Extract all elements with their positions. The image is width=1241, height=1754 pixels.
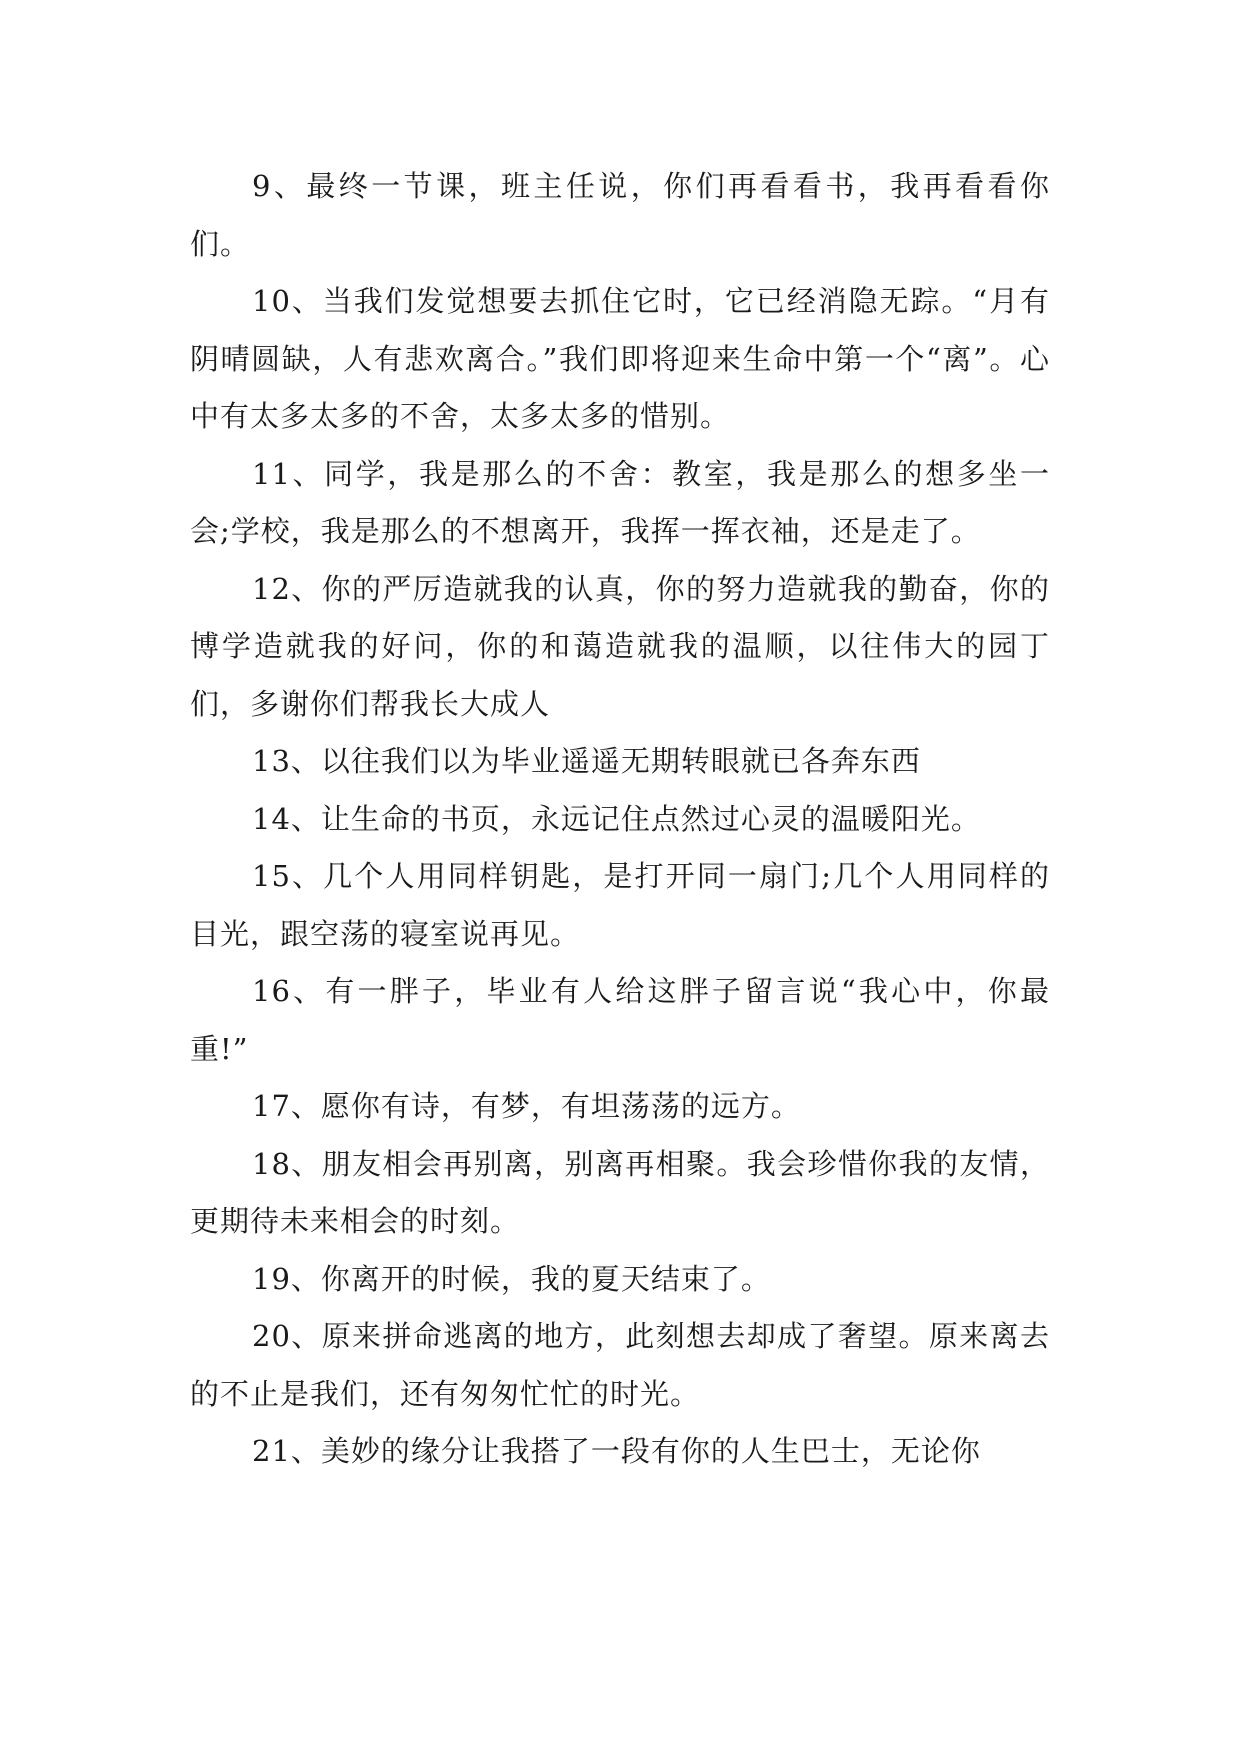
paragraph-13: 13、以往我们以为毕业遥遥无期转眼就已各奔东西 xyxy=(252,744,921,778)
paragraph-9: 9、最终一节课，班主任说，你们再看看书，我再看看你们。 xyxy=(190,169,1050,261)
paragraph-10: 10、当我们发觉想要去抓住它时，它已经消隐无踪。“月有阴晴圆缺，人有悲欢离合。”我们即将迎来生命中第一个“离”。心中有太多太多的不舍，太多太多的惜别。 xyxy=(190,284,1050,433)
paragraph-21: 21、美妙的缘分让我搭了一段有你的人生巴士，无论你 xyxy=(252,1434,981,1468)
paragraph-14: 14、让生命的书页，永远记住点然过心灵的温暖阳光。 xyxy=(252,801,981,836)
paragraph-12: 12、你的严厉造就我的认真，你的努力造就我的勤奋，你的博学造就我的好问，你的和蔼造就我的温顺，以往伟大的园丁们，多谢你们帮我长大成人 xyxy=(190,571,1050,721)
paragraph-15: 15、几个人用同样钥匙，是打开同一扇门;几个人用同样的目光，跟空荡的寝室说再见。 xyxy=(190,859,1050,951)
paragraph-20: 20、原来拼命逃离的地方，此刻想去却成了奢望。原来离去的不止是我们，还有匆匆忙忙的时光。 xyxy=(190,1319,1050,1411)
paragraph-17: 17、愿你有诗，有梦，有坦荡荡的远方。 xyxy=(252,1089,801,1123)
paragraph-16: 16、有一胖子，毕业有人给这胖子留言说“我心中，你最重!” xyxy=(190,974,1050,1066)
paragraph-11: 11、同学，我是那么的不舍：教室，我是那么的想多坐一会;学校，我是那么的不想离开，我挥一挥衣袖，还是走了。 xyxy=(190,456,1050,548)
paragraph-18: 18、朋友相会再别离，别离再相聚。我会珍惜你我的友情，更期待未来相会的时刻。 xyxy=(190,1146,1050,1238)
document-body xyxy=(190,158,1050,1481)
paragraph-19: 19、你离开的时候，我的夏天结束了。 xyxy=(252,1261,771,1296)
